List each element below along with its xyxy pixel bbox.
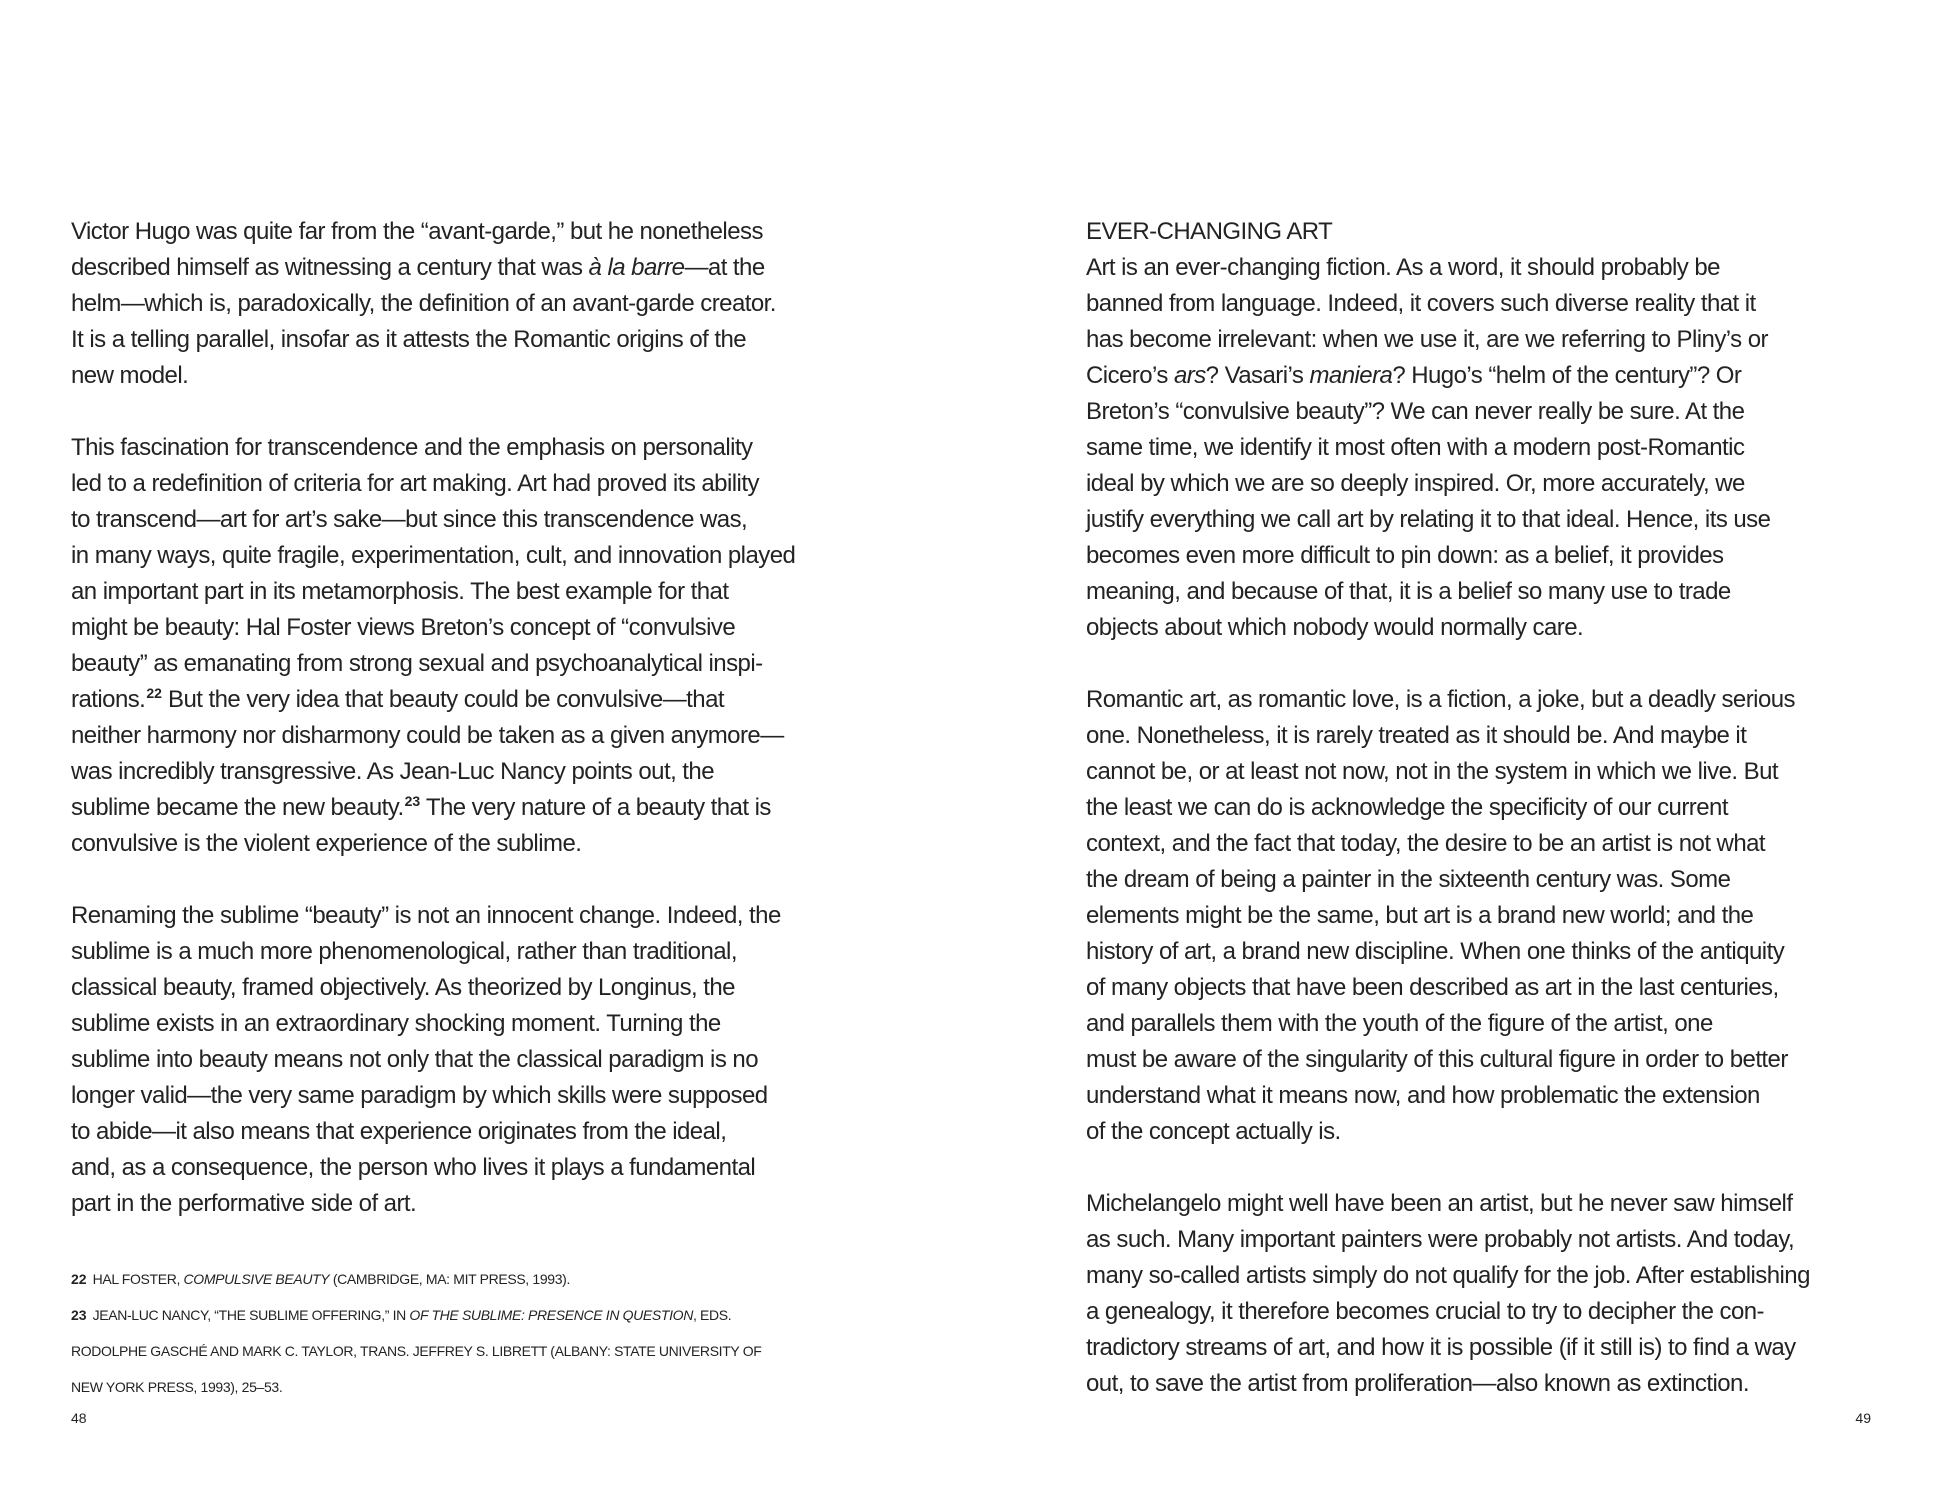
text-run: classical beauty, framed objectively. As theorized by Longinus, the <box>71 974 735 1001</box>
text-line <box>71 1186 795 1222</box>
text-run: the dream of being a painter in the sixteenth century was. Some <box>1086 866 1731 893</box>
footnote-number: 22 <box>71 1271 87 1287</box>
italic-title: ars <box>1173 362 1206 389</box>
text-run: of many objects that have been described as art in the last centuries, <box>1086 974 1779 1001</box>
text-run: as such. Many important painters were probably not artists. And today, <box>1086 1226 1795 1253</box>
italic-title: OF THE SUBLIME: PRESENCE IN QUESTION <box>409 1307 693 1323</box>
right-page <box>971 0 1942 1500</box>
text-line <box>71 826 795 862</box>
text-line <box>71 970 795 1006</box>
footnote-line <box>71 1369 761 1405</box>
text-run: sublime became the new beauty. <box>71 794 404 821</box>
text-line <box>1086 1114 1810 1150</box>
text-run: Romantic art, as romantic love, is a fiction, a joke, but a deadly serious <box>1086 686 1795 713</box>
page-number-left: 48 <box>71 1410 87 1426</box>
text-run: the least we can do is acknowledge the specificity of our current <box>1086 794 1728 821</box>
text-line <box>71 790 795 826</box>
text-run: convulsive is the violent experience of the sublime. <box>71 830 582 857</box>
text-line <box>1086 1042 1810 1078</box>
text-line <box>71 754 795 790</box>
text-line <box>71 430 795 466</box>
text-line <box>71 250 795 286</box>
text-line <box>1086 250 1810 286</box>
text-run: It is a telling parallel, insofar as it attests the Romantic origins of the <box>71 326 747 353</box>
text-line <box>1086 790 1810 826</box>
page-number-right: 49 <box>1855 1410 1871 1426</box>
text-line <box>1086 286 1810 322</box>
text-line <box>71 538 795 574</box>
text-line <box>71 1150 795 1186</box>
text-line <box>1086 718 1810 754</box>
text-line <box>71 1042 795 1078</box>
paragraph <box>1086 682 1810 1150</box>
text-line <box>71 682 795 718</box>
footnote-line <box>71 1261 761 1297</box>
paragraph <box>71 898 795 1222</box>
text-line <box>71 1114 795 1150</box>
text-run: , EDS. <box>692 1307 732 1323</box>
text-run: to transcend—art for art’s sake—but since this transcendence was, <box>71 506 748 533</box>
text-run: has become irrelevant: when we use it, are we referring to Pliny’s or <box>1086 326 1768 353</box>
text-line <box>1086 1330 1810 1366</box>
text-line <box>71 1078 795 1114</box>
italic-title: à la barre <box>588 254 685 281</box>
text-line <box>1086 538 1810 574</box>
text-run: RODOLPHE GASCHÉ AND MARK C. TAYLOR, TRANS. JEFFREY S. LIBRETT (ALBANY: STATE UNIVERSITY OF <box>71 1343 762 1359</box>
text-run: part in the performative side of art. <box>71 1190 417 1217</box>
text-run: an important part in its metamorphosis. The best example for that <box>71 578 729 605</box>
text-line <box>1086 1006 1810 1042</box>
text-run: and, as a consequence, the person who lives it plays a fundamental <box>71 1154 756 1181</box>
text-line <box>1086 970 1810 1006</box>
text-run: ideal by which we are so deeply inspired. Or, more accurately, we <box>1086 470 1745 497</box>
text-run: many so-called artists simply do not qualify for the job. After establishing <box>1086 1262 1810 1289</box>
text-run: objects about which nobody would normally care. <box>1086 614 1584 641</box>
text-line <box>1086 466 1810 502</box>
text-run: rations. <box>71 686 146 713</box>
text-run: —at the <box>684 254 765 281</box>
text-run: a genealogy, it therefore becomes crucial to try to decipher the con- <box>1086 1298 1764 1325</box>
text-line <box>71 322 795 358</box>
text-run: ? Hugo’s “helm of the century”? Or <box>1392 362 1742 389</box>
footnotes <box>71 1261 761 1405</box>
text-run: Breton’s “convulsive beauty”? We can never really be sure. At the <box>1086 398 1745 425</box>
text-line <box>71 610 795 646</box>
text-run: described himself as witnessing a century that was <box>71 254 589 281</box>
text-line <box>71 718 795 754</box>
text-run: led to a redefinition of criteria for art making. Art had proved its ability <box>71 470 759 497</box>
text-line <box>71 214 795 250</box>
footnote-number: 23 <box>71 1307 87 1323</box>
text-run: in many ways, quite fragile, experimentation, cult, and innovation played <box>71 542 796 569</box>
text-run: was incredibly transgressive. As Jean-Luc Nancy points out, the <box>71 758 715 785</box>
text-run: longer valid—the very same paradigm by which skills were supposed <box>71 1082 768 1109</box>
text-run: Art is an ever-changing fiction. As a word, it should probably be <box>1086 254 1720 281</box>
text-line <box>1086 826 1810 862</box>
text-run: elements might be the same, but art is a brand new world; and the <box>1086 902 1754 929</box>
text-run: same time, we identify it most often with a modern post-Romantic <box>1086 434 1745 461</box>
paragraph <box>1086 250 1810 646</box>
left-column-body <box>71 214 795 1222</box>
text-line <box>1086 682 1810 718</box>
text-line <box>71 934 795 970</box>
text-line <box>71 574 795 610</box>
section-heading: EVER-CHANGING ART <box>1086 218 1333 245</box>
footnote-reference: 23 <box>404 793 421 809</box>
text-run: cannot be, or at least not now, not in the system in which we live. But <box>1086 758 1779 785</box>
text-run: ? Vasari’s <box>1205 362 1310 389</box>
text-run: history of art, a brand new discipline. When one thinks of the antiquity <box>1086 938 1785 965</box>
text-run: must be aware of the singularity of this cultural figure in order to better <box>1086 1046 1788 1073</box>
text-run: sublime is a much more phenomenological, rather than traditional, <box>71 938 737 965</box>
text-run: Renaming the sublime “beauty” is not an innocent change. Indeed, the <box>71 902 781 929</box>
text-run: sublime into beauty means not only that the classical paradigm is no <box>71 1046 758 1073</box>
text-line <box>1086 610 1810 646</box>
paragraph <box>1086 1186 1810 1402</box>
text-run: Victor Hugo was quite far from the “avant-garde,” but he nonetheless <box>71 218 763 245</box>
footnote <box>71 1297 761 1405</box>
text-line <box>1086 1186 1810 1222</box>
text-line <box>1086 394 1810 430</box>
text-line <box>71 466 795 502</box>
text-line <box>1086 574 1810 610</box>
text-run: new model. <box>71 362 189 389</box>
text-line <box>71 358 795 394</box>
italic-title: COMPULSIVE BEAUTY <box>183 1271 330 1287</box>
text-run: tradictory streams of art, and how it is possible (if it still is) to find a way <box>1086 1334 1796 1361</box>
text-run: sublime exists in an extraordinary shocking moment. Turning the <box>71 1010 721 1037</box>
text-run: becomes even more difficult to pin down: as a belief, it provides <box>1086 542 1724 569</box>
text-run: and parallels them with the youth of the figure of the artist, one <box>1086 1010 1713 1037</box>
text-line <box>1086 1294 1810 1330</box>
text-run: neither harmony nor disharmony could be taken as a given anymore— <box>71 722 784 749</box>
text-run: banned from language. Indeed, it covers such diverse reality that it <box>1086 290 1756 317</box>
text-run: This fascination for transcendence and the emphasis on personality <box>71 434 753 461</box>
paragraph <box>71 430 795 862</box>
text-line <box>1086 502 1810 538</box>
text-run: justify everything we call art by relating it to that ideal. Hence, its use <box>1086 506 1771 533</box>
right-column-body <box>1086 214 1810 1402</box>
text-run: might be beauty: Hal Foster views Breton’s concept of “convulsive <box>71 614 736 641</box>
text-run: helm—which is, paradoxically, the definition of an avant-garde creator. <box>71 290 776 317</box>
text-line <box>71 1006 795 1042</box>
text-run: Michelangelo might well have been an artist, but he never saw himself <box>1086 1190 1793 1217</box>
text-line <box>1086 898 1810 934</box>
text-line <box>1086 430 1810 466</box>
text-run: one. Nonetheless, it is rarely treated as it should be. And maybe it <box>1086 722 1747 749</box>
text-line <box>71 898 795 934</box>
text-line <box>71 286 795 322</box>
footnote-line <box>71 1333 761 1369</box>
text-line <box>1086 1222 1810 1258</box>
text-run: out, to save the artist from proliferation—also known as extinction. <box>1086 1370 1749 1397</box>
text-line <box>1086 322 1810 358</box>
text-run: But the very idea that beauty could be convulsive—that <box>161 686 725 713</box>
footnote-line <box>71 1297 761 1333</box>
paragraph <box>71 214 795 394</box>
text-run: NEW YORK PRESS, 1993), 25–53. <box>71 1379 283 1395</box>
text-line <box>1086 1258 1810 1294</box>
text-line <box>1086 754 1810 790</box>
text-line <box>1086 358 1810 394</box>
footnote <box>71 1261 761 1297</box>
text-line <box>71 502 795 538</box>
text-run: The very nature of a beauty that is <box>420 794 771 821</box>
text-run: (CAMBRIDGE, MA: MIT PRESS, 1993). <box>329 1271 570 1287</box>
text-line <box>1086 1366 1810 1402</box>
text-run: of the concept actually is. <box>1086 1118 1341 1145</box>
text-run: HAL FOSTER, <box>92 1271 184 1287</box>
footnote-reference: 22 <box>146 685 162 701</box>
text-line <box>71 646 795 682</box>
text-run: understand what it means now, and how problematic the extension <box>1086 1082 1760 1109</box>
text-line <box>1086 862 1810 898</box>
text-run: to abide—it also means that experience originates from the ideal, <box>71 1118 727 1145</box>
text-run: JEAN-LUC NANCY, “THE SUBLIME OFFERING,” IN <box>92 1307 410 1323</box>
text-run: beauty” as emanating from strong sexual and psychoanalytical inspi- <box>71 650 763 677</box>
italic-title: maniera <box>1309 362 1393 389</box>
text-line <box>1086 934 1810 970</box>
text-run: meaning, and because of that, it is a belief so many use to trade <box>1086 578 1731 605</box>
text-run: context, and the fact that today, the desire to be an artist is not what <box>1086 830 1766 857</box>
text-run: Cicero’s <box>1086 362 1174 389</box>
text-line <box>1086 1078 1810 1114</box>
